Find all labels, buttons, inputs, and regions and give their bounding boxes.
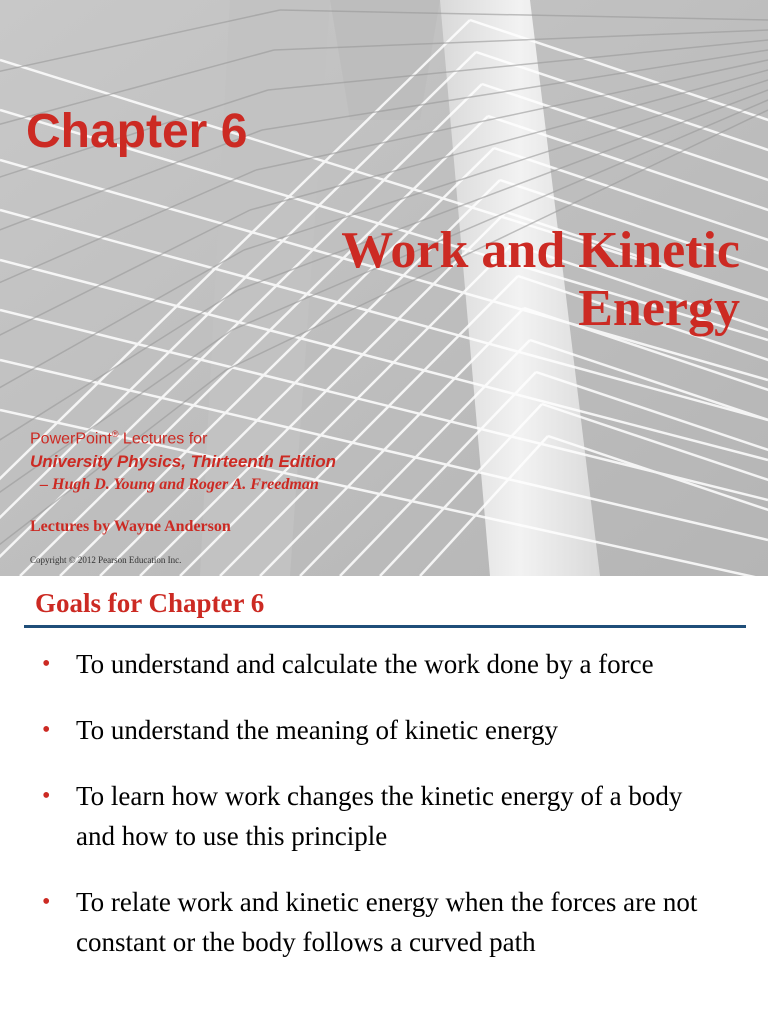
copyright-notice: Copyright © 2012 Pearson Education Inc. xyxy=(30,555,182,565)
goal-item xyxy=(38,710,728,750)
registered-mark: ® xyxy=(111,429,119,439)
bullet-icon: • xyxy=(42,651,51,677)
powerpoint-lectures-line xyxy=(30,429,207,448)
powerpoint-label: PowerPoint xyxy=(30,430,112,448)
goals-slide xyxy=(0,576,768,1024)
goal-text: To understand the meaning of kinetic energy xyxy=(76,715,558,745)
goals-heading: Goals for Chapter 6 xyxy=(35,588,265,618)
bullet-icon: • xyxy=(42,889,51,915)
bullet-icon: • xyxy=(42,717,51,743)
lecturer-credit: Lectures by Wayne Anderson xyxy=(30,518,231,535)
slide-title-line-2: Energy xyxy=(578,280,740,337)
chapter-title: Chapter 6 xyxy=(26,105,248,158)
goal-text: To understand and calculate the work done by a force xyxy=(76,649,654,679)
book-authors: – Hugh D. Young and Roger A. Freedman xyxy=(40,476,319,493)
goal-text: To learn how work changes the kinetic energy of a body and how to use this principle xyxy=(76,781,683,851)
goal-item xyxy=(38,882,728,962)
goals-list xyxy=(38,644,728,988)
bullet-icon: • xyxy=(42,783,51,809)
goal-item xyxy=(38,644,728,684)
slide-title-line-1: Work and Kinetic xyxy=(341,222,740,279)
goal-text: To relate work and kinetic energy when the forces are not constant or the body follows a curved path xyxy=(76,887,698,957)
goal-item xyxy=(38,776,728,856)
heading-rule xyxy=(24,625,746,628)
book-title: University Physics, Thirteenth Edition xyxy=(30,452,337,471)
slide-title xyxy=(220,222,740,338)
lectures-for-label: Lectures for xyxy=(118,430,208,448)
